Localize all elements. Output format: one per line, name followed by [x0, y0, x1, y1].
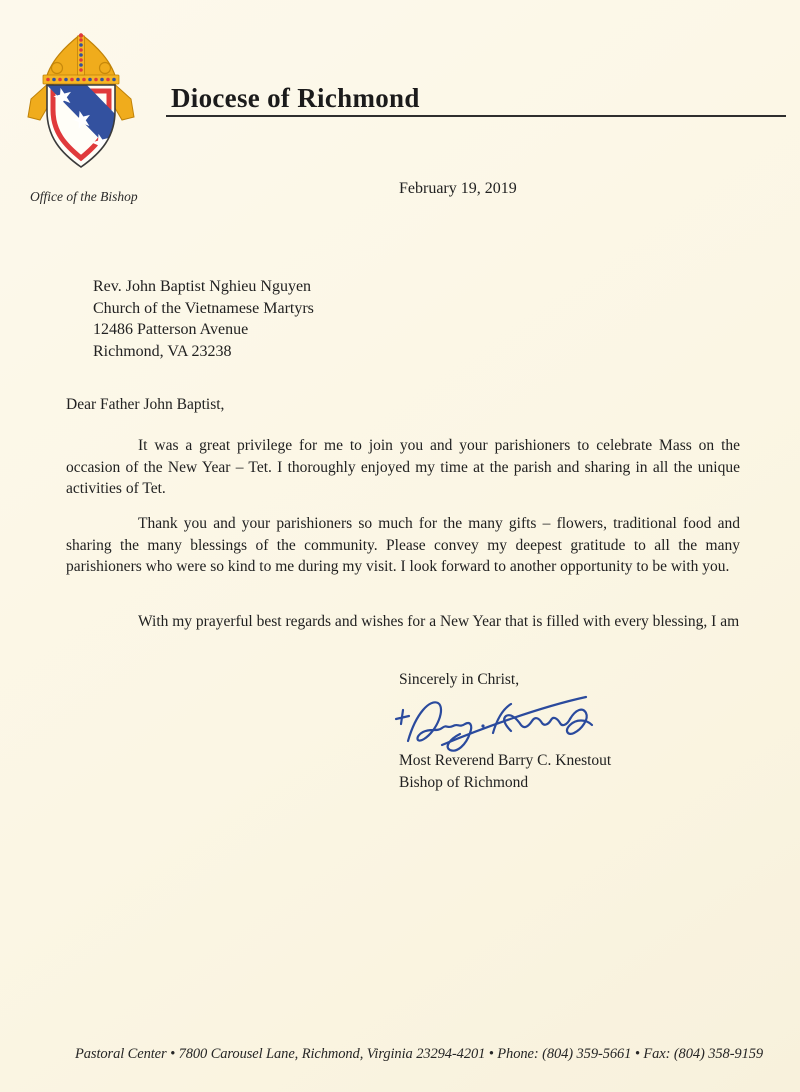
closing-line: Sincerely in Christ,: [399, 671, 520, 688]
recipient-organization: Church of the Vietnamese Martyrs: [93, 299, 314, 317]
signer-name: Most Reverend Barry C. Knestout: [399, 752, 612, 769]
office-of-the-bishop-label: Office of the Bishop: [30, 189, 138, 204]
body-paragraph-2: Thank you and your parishioners so much for the many gifts – flowers, traditional food and sharing the many blessings of the community. Please convey my deepest gratitude to all the many parishioners who were so kind to me during my visit. I look forward to another opportunity to be with you.: [66, 515, 740, 575]
body-paragraph-3: With my prayerful best regards and wishes for a New Year that is filled with every blessing, I am: [138, 613, 740, 630]
signer-title: Bishop of Richmond: [399, 773, 529, 791]
body-paragraph-1: It was a great privilege for me to join you and your parishioners to celebrate Mass on the occasion of the New Year – Tet. I thoroughly enjoyed my time at the parish and sharing in all the unique activities of Tet.: [66, 437, 740, 497]
recipient-name: Rev. John Baptist Nghieu Nguyen: [93, 278, 312, 295]
bishop-signature: [390, 689, 606, 759]
letterhead-rule: [166, 115, 786, 117]
signature-block: [399, 750, 611, 793]
coat-of-arms-icon: [27, 33, 135, 171]
recipient-street: 12486 Patterson Avenue: [93, 321, 249, 339]
recipient-city-state-zip: Richmond, VA 23238: [93, 343, 232, 361]
letter-date: February 19, 2019: [399, 180, 517, 197]
mitre-icon: [43, 33, 119, 84]
recipient-address-block: [93, 276, 314, 363]
footer-contact-line: Pastoral Center • 7800 Carousel Lane, Richmond, Virginia 23294-4201 • Phone: (804) 359-5661 • Fax: (804) 358-9159: [75, 1046, 764, 1062]
shield-icon: [39, 77, 123, 167]
salutation: Dear Father John Baptist,: [66, 396, 225, 413]
letterhead-title: Diocese of Richmond: [171, 83, 420, 113]
